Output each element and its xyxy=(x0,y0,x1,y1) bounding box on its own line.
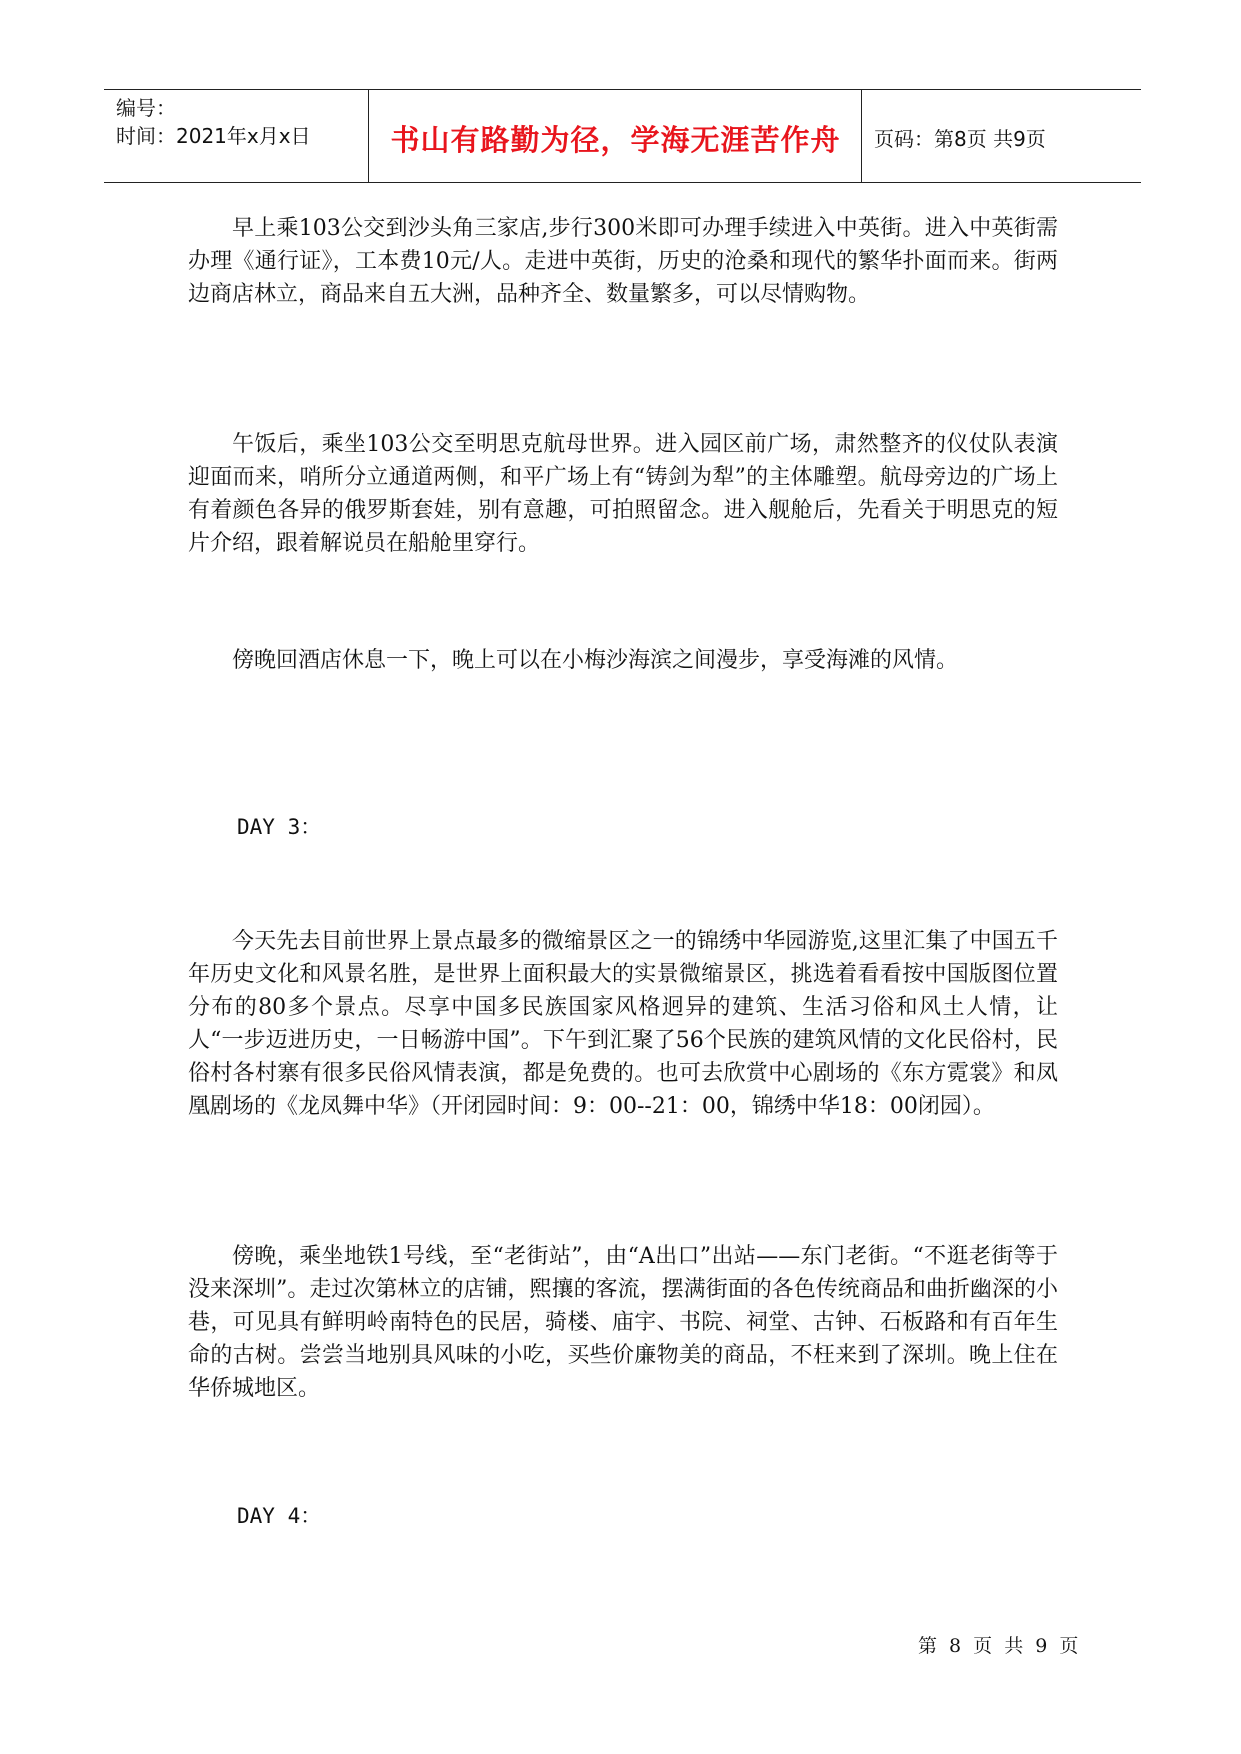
document-number-label: 编号： xyxy=(116,96,176,120)
header-divider xyxy=(861,90,862,182)
header-divider xyxy=(368,90,369,182)
day-heading: DAY 3： xyxy=(237,815,322,839)
header-page-number: 页码：第8页 共9页 xyxy=(874,127,1046,151)
document-time-label: 时间：2021年x月x日 xyxy=(116,124,311,148)
paragraph-dongmen-street: 傍晚，乘坐地铁1号线，至“老街站”，由“A出口”出站——东门老街。“不逛老街等于没来深圳”。走过次第林立的店铺，熙攘的客流，摆满街面的各色传统商品和曲折幽深的小巷，可见具有鲜明岭南特色的民居，骑楼、庙宇、书院、祠堂、古钟、石板路和有百年生命的古树。尝尝当地别具风味的小吃，买些价廉物美的商品，不枉来到了深圳。晚上住在华侨城地区。 xyxy=(188,1244,1058,1401)
header-meta xyxy=(116,94,311,150)
paragraph-minsk-world: 午饭后，乘坐103公交至明思克航母世界。进入园区前广场，肃然整齐的仪仗队表演迎面而来，哨所分立通道两侧，和平广场上有“铸剑为犁”的主体雕塑。航母旁边的广场上有着颜色各异的俄罗斯套娃，别有意趣，可拍照留念。进入舰舱后，先看关于明思克的短片介绍，跟着解说员在船舱里穿行。 xyxy=(188,432,1058,556)
paragraph-splendid-china: 今天先去目前世界上景点最多的微缩景区之一的锦绣中华园游览,这里汇集了中国五千年历史文化和风景名胜，是世界上面积最大的实景微缩景区，挑选着看看按中国版图位置分布的80多个景点。尽享中国多民族国家风格迥异的建筑、生活习俗和风土人情，让人“一步迈进历史，一日畅游中国”。下午到汇聚了56个民族的建筑风情的文化民俗村，民俗村各村寨有很多民俗风情表演，都是免费的。也可去欣赏中心剧场的《东方霓裳》和凤凰剧场的《龙凤舞中华》（开闭园时间：9：00--21：00，锦绣中华18：00闭园）。 xyxy=(188,929,1058,1119)
paragraph-zhongying-street: 早上乘103公交到沙头角三家店,步行300米即可办理手续进入中英街。进入中英街需办理《通行证》，工本费10元/人。走进中英街，历史的沧桑和现代的繁华扑面而来。街两边商店林立，商品来自五大洲，品种齐全、数量繁多，可以尽情购物。 xyxy=(188,216,1058,307)
header-motto: 书山有路勤为径，学海无涯苦作舟 xyxy=(390,123,841,157)
day-heading: DAY 4： xyxy=(237,1504,322,1528)
page-footer: 第 8 页 共 9 页 xyxy=(918,1635,1082,1657)
paragraph-evening-beach: 傍晚回酒店休息一下，晚上可以在小梅沙海滨之间漫步，享受海滩的风情。 xyxy=(232,648,959,673)
page-header xyxy=(104,89,1141,183)
